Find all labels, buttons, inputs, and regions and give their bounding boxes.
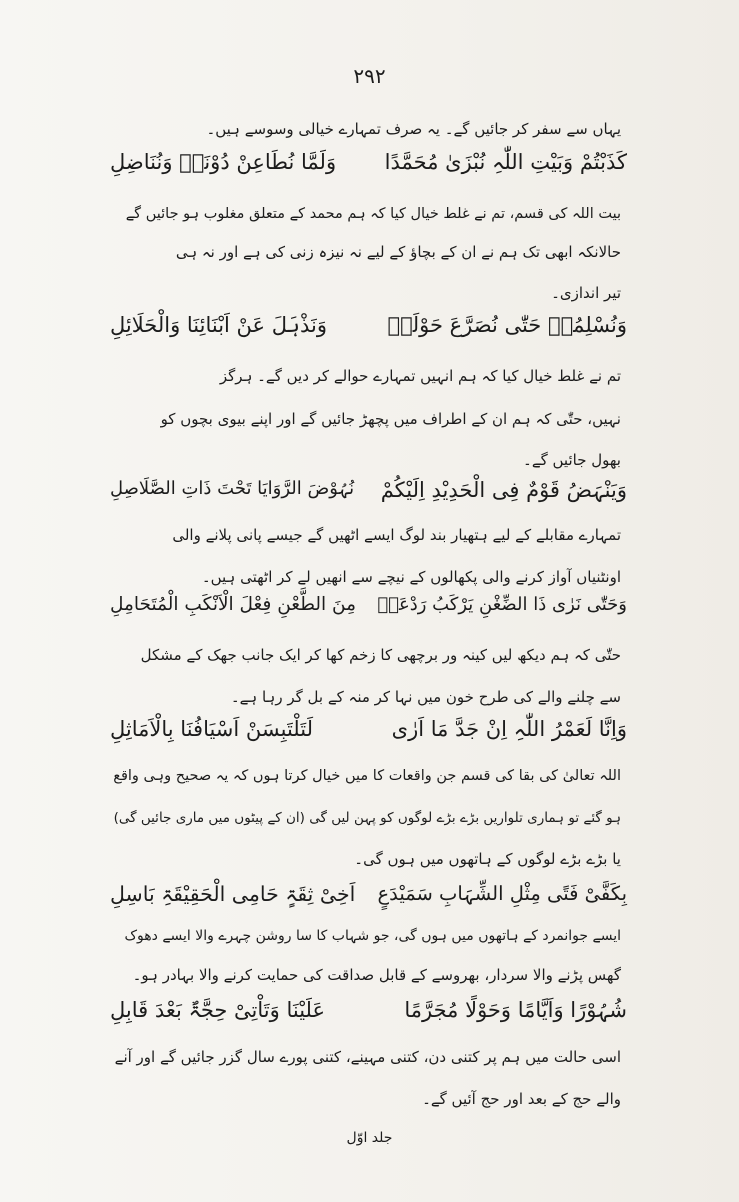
verse-hemistich-left: وَنَذْہَلَ عَنْ اَبْنَائِنَا وَالْحَلَائِلِ <box>110 313 327 337</box>
prose-line: اللہ تعالیٰ کی بقا کی قسم جن واقعات کا میں خیال کرتا ہوں کہ یہ صحیح وہی واقع <box>113 768 621 784</box>
prose-line: تمہارے مقابلے کے لیے ہتھیار بند لوگ ایسے اٹھیں گے جیسے پانی پلانے والی <box>172 526 621 544</box>
verse-hemistich-right: وَاِنَّا لَعَمْرُ اللّٰہِ اِنْ جَدَّ مَا اَرٰی <box>391 717 627 741</box>
prose-line: یا بڑے بڑے لوگوں کے ہاتھوں میں ہوں گی۔ <box>354 850 621 868</box>
verse-hemistich-right: وَحَتّٰی نَرٰی ذَا الضِّغْنِ یَرْکَبُ رَدْعَہٗ <box>377 594 627 615</box>
prose-line: بیت اللہ کی قسم، تم نے غلط خیال کیا کہ ہم محمد کے متعلق مغلوب ہو جائیں گے <box>125 206 621 222</box>
prose-line: سے چلنے والے کی طرح خون میں نہا کر منہ کے بل گر رہا ہے۔ <box>230 688 621 706</box>
prose-line: اونٹنیاں آواز کرنے والی پکھالوں کے نیچے سے انھیں لے کر اٹھتی ہیں۔ <box>201 568 621 586</box>
verse-hemistich-left: نُہُوْضَ الرَّوَایَا تَحْتَ ذَاتِ الصَّلَاصِلِ <box>110 478 355 499</box>
prose-line: گھس پڑنے والا سردار، بھروسے کے قابل صداقت کی حمایت کرنے والا بہادر ہو۔ <box>132 966 621 984</box>
prose-line: تیر اندازی۔ <box>551 284 621 302</box>
prose-line: ہو گئے تو ہماری تلواریں بڑے بڑے لوگوں کو پہن لیں گی (ان کے پیٹوں میں ماری جائیں گی) <box>113 810 621 826</box>
prose-line: یہاں سے سفر کر جائیں گے۔ یہ صرف تمہارے خیالی وسوسے ہیں۔ <box>206 120 621 138</box>
verse-hemistich-right: کَذَبْتُمْ وَبَیْتِ اللّٰہِ نُبْزَیٰ مُحَمَّدًا <box>384 150 627 174</box>
prose-line: تم نے غلط خیال کیا کہ ہم انہیں تمہارے حوالے کر دیں گے۔ ہرگز <box>219 367 621 385</box>
prose-line: نہیں، حتّٰی کہ ہم ان کے اطراف میں پچھڑ جائیں گے اور اپنے بیوی بچوں کو <box>160 410 621 428</box>
prose-line: اسی حالت میں ہم پر کتنی دن، کتنی مہینے، کتنی پورے سال گزر جائیں گے اور آنے <box>114 1048 621 1066</box>
prose-line: بھول جائیں گے۔ <box>523 451 621 469</box>
verse-hemistich-left: اَخِیْ ثِقَۃٍ حَامِی الْحَقِیْقَۃِ بَاسِلِ <box>110 882 356 906</box>
verse-hemistich-left: وَلَمَّا نُطَاعِنْ دُوْنَہٗ وَنُنَاضِلِ <box>110 150 337 174</box>
volume-footer: جلد اوّل <box>346 1130 393 1146</box>
prose-line: ایسے جوانمرد کے ہاتھوں میں ہوں گی، جو شہاب کا سا روشن چہرے والا ایسے دھوک <box>124 928 621 944</box>
verse-hemistich-right: بِکَفَّیْ فَتًی مِثْلِ الشِّہَابِ سَمَیْدَعٍ <box>377 882 627 905</box>
verse-hemistich-left: مِنَ الطَّعْنِ فِعْلَ الْاَنْکَبِ الْمُتَحَامِلِ <box>110 594 357 615</box>
verse-hemistich-left: لَتَلْتَبِسَنْ اَسْیَافُنَا بِالْاَمَاثِلِ <box>110 717 313 741</box>
verse-hemistich-right: وَیَنْہَضُ قَوْمٌ فِی الْحَدِیْدِ اِلَیْکُمْ <box>380 478 627 502</box>
page-number: ۲۹۲ <box>353 64 386 88</box>
verse-hemistich-right: شُہُوْرًا وَاَیَّامًا وَحَوْلًا مُجَرَّمًا <box>404 998 627 1022</box>
prose-line: حالانکہ ابھی تک ہم نے ان کے بچاؤ کے لیے نہ نیزہ زنی کی ہے اور نہ ہی <box>175 243 621 261</box>
prose-line: والے حج کے بعد اور حج آئیں گے۔ <box>422 1090 621 1108</box>
verse-hemistich-left: عَلَیْنَا وَتَاْتِیْ حِجَّۃٌ بَعْدَ قَابِلِ <box>110 998 326 1022</box>
verse-hemistich-right: وَنُسْلِمُہٗ حَتّٰی نُصَرَّعَ حَوْلَہٗ <box>387 313 627 337</box>
prose-line: حتّٰی کہ ہم دیکھ لیں کینہ ور برچھی کا زخم کھا کر ایک جانب جھک کے مشکل <box>140 646 621 664</box>
